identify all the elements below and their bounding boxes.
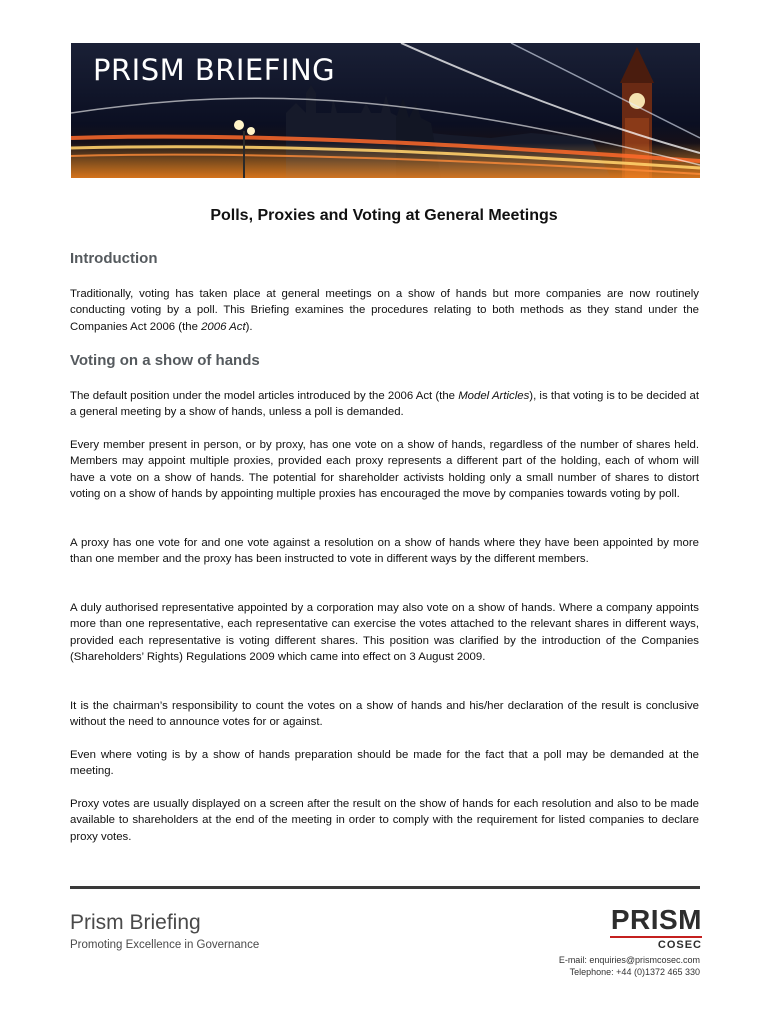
document-title: Polls, Proxies and Voting at General Meetings <box>210 207 558 224</box>
paragraph-introduction: Traditionally, voting has taken place at general meetings on a show of hands but more companies are now routinely conducting voting by a poll. This Briefing examines the procedures relating to both methods as they stand under the Companies Act 2006 (the 2006 Act). <box>70 288 699 333</box>
logo-sub-text: COSEC <box>657 939 702 951</box>
footer-brand: Prism Briefing <box>70 911 201 934</box>
banner-title: PRISM BRIEFING <box>93 53 336 87</box>
paragraph-members-proxies: Every member present in person, or by proxy, has one vote on a show of hands, regardless of the number of shares held. Members may appoint multiple proxies, provided each proxy represents a different part of the holding, each of whom will have a vote on a show of hands. The potential for shareholder activists holding only a small number of shares to distort voting on a show of hands by appointing multiple proxies has encouraged the move by companies towards voting by poll. <box>70 439 699 500</box>
logo-red-bar <box>610 936 702 938</box>
footer-divider <box>70 886 700 889</box>
paragraph-default-position: The default position under the model articles introduced by the 2006 Act (the Model Articles), is that voting is to be decided at a general meeting by a show of hands, unless a poll is demanded. <box>70 390 699 419</box>
footer-tagline: Promoting Excellence in Governance <box>70 939 260 951</box>
section-heading-introduction: Introduction <box>70 250 158 267</box>
paragraph-proxy-display: Proxy votes are usually displayed on a screen after the result on the show of hands for each resolution and also to be made available to shareholders at the end of the meeting in order to comply with the requirement for listed companies to declare proxy votes. <box>70 798 699 843</box>
paragraph-corporate-representative: A duly authorised representative appointed by a corporation may also vote on a show of hands. Where a company appoints more than one representative, each representative can exercise the votes attached to the relevant shares in different ways, provided each representative is voting different shares. This position was clarified by the introduction of the Companies (Shareholders’ Rights) Regulations 2009 which came into effect on 3 August 2009. <box>70 602 699 663</box>
section-heading-show-of-hands: Voting on a show of hands <box>70 352 260 369</box>
paragraph-poll-preparation: Even where voting is by a show of hands preparation should be made for the fact that a poll may be demanded at the meeting. <box>70 749 699 778</box>
header-banner <box>71 43 700 178</box>
prism-cosec-logo <box>610 906 702 951</box>
contact-email: E-mail: enquiries@prismcosec.com <box>558 955 700 965</box>
paragraph-chairman-responsibility: It is the chairman’s responsibility to count the votes on a show of hands and his/her declaration of the result is conclusive without the need to announce votes for or against. <box>70 700 699 729</box>
logo-main-text: PRISM <box>610 904 702 935</box>
paragraph-proxy-votes: A proxy has one vote for and one vote against a resolution on a show of hands where they have been appointed by more than one member and the proxy has been instructed to vote in different ways by the different members. <box>70 537 699 566</box>
contact-telephone: Telephone: +44 (0)1372 465 330 <box>569 967 700 977</box>
